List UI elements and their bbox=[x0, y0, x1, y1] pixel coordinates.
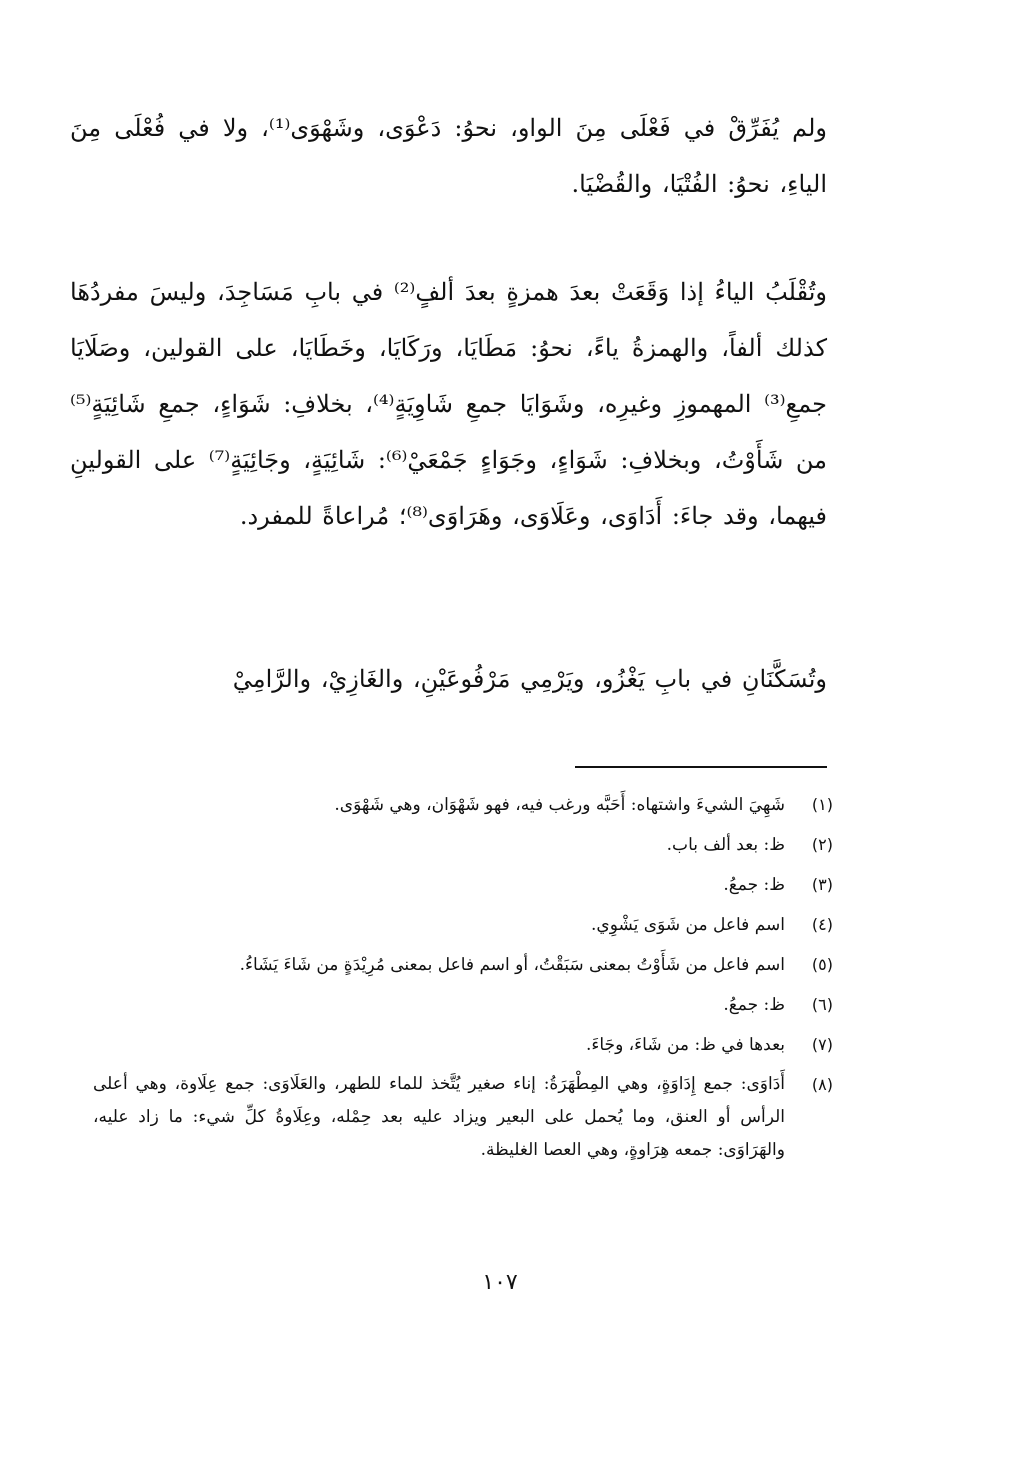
footnote-text: ظ: جمعُ. bbox=[723, 875, 785, 895]
body-paragraph-3 bbox=[70, 651, 827, 707]
footnote-7 bbox=[93, 1028, 833, 1062]
paragraph-text: وتُسَكَّنَانِ في بابِ يَغْزُو، ويَرْمِي مَرْفُوعَيْنِ، والغَازِيْ، والرَّامِيْ bbox=[232, 665, 827, 693]
footnote-6 bbox=[93, 988, 833, 1022]
body-paragraph-1 bbox=[70, 100, 827, 212]
footnote-text: بعدها في ظ: من شَاءَ، وجَاءَ. bbox=[585, 1035, 785, 1055]
footnote-number: (٣) bbox=[811, 875, 833, 894]
footnote-text: ظ: بعد ألف باب. bbox=[666, 835, 785, 855]
footnote-number: (٢) bbox=[811, 835, 833, 854]
paragraph-text: وتُقْلَبُ الياءُ إذا وَقَعَتْ بعدَ همزةٍ بعدَ ألفٍ⁽²⁾ في بابِ مَسَاجِدَ، وليسَ مفردُهَا كذلك ألفاً، والهمزةُ ياءً، نحوُ: مَطَايَا، ورَكَايَا، وخَطَايَا، على القولين، وصَلَايَا جمعِ⁽³⁾ المهموزِ وغيرِه، وشَوَايَا جمعِ شَاوِيَةٍ⁽⁴⁾، بخلافِ: شَوَاءٍ، جمعِ شَائِيَةٍ⁽⁵⁾ من شَأَوْتُ، وبخلافِ: شَوَاءٍ، وجَوَاءٍ جَمْعَيْ⁽⁶⁾: شَائِيَةٍ، وجَائِيَةٍ⁽⁷⁾ على القولينِ فيهما، وقد جاءَ: أَدَاوَى، وعَلَاوَى، وهَرَاوَى⁽⁸⁾؛ مُراعاةً للمفرد. bbox=[70, 278, 828, 530]
page-number: ١٠٧ bbox=[482, 1270, 518, 1295]
footnote-number: (١) bbox=[811, 795, 833, 814]
paragraph-text: ولم يُفَرِّقْ في فَعْلَى مِنَ الواو، نحوُ: دَعْوَى، وشَهْوَى⁽¹⁾، ولا في فُعْلَى مِنَ الياءِ، نحوُ: الفُتْيَا، والقُضْيَا. bbox=[70, 114, 827, 198]
footnote-number: (٥) bbox=[811, 955, 833, 974]
footnote-2 bbox=[93, 828, 833, 862]
footnote-text: ظ: جمعُ. bbox=[723, 995, 785, 1015]
footnote-3 bbox=[93, 868, 833, 902]
footnote-text: اسم فاعل من شَوَى يَشْوِي. bbox=[591, 915, 785, 935]
footnote-text: أَدَاوَى: جمع إِدَاوَةٍ، وهي المِطْهَرَةُ: إناء صغير يُتَّخذ للماء للطهر، والعَلَاوَى: جمع عِلَاوة، وهي أعلى الرأس أو العنق، وما يُحمل على البعير ويزاد عليه بعد حِمْله، وعِلَاوةُ كلِّ شيء: ما زاد عليه، والهَرَاوَى: جمعه هِرَاوةٍ، وهي العصا الغليظة. bbox=[93, 1074, 785, 1160]
footnotes-section bbox=[93, 788, 833, 1173]
footnote-8 bbox=[93, 1068, 833, 1167]
footnote-number: (٦) bbox=[811, 995, 833, 1014]
footnote-text: اسم فاعل من شَأَوْتُ بمعنى سَبَقْتُ، أو اسم فاعل بمعنى مُرِيْدَةٍ من شَاءَ يَشَاءُ. bbox=[239, 955, 785, 975]
footnote-4 bbox=[93, 908, 833, 942]
footnote-1 bbox=[93, 788, 833, 822]
body-paragraph-2 bbox=[70, 264, 827, 544]
footnote-number: (٤) bbox=[811, 915, 833, 934]
footnote-5 bbox=[93, 948, 833, 982]
footnote-text: شَهِيَ الشيءَ واشتهاه: أَحَبَّه ورغب فيه، فهو شَهْوَان، وهي شَهْوَى. bbox=[334, 795, 785, 815]
footnote-number: (٧) bbox=[811, 1035, 833, 1054]
footnote-separator bbox=[575, 766, 827, 768]
footnote-number: (٨) bbox=[811, 1075, 833, 1094]
